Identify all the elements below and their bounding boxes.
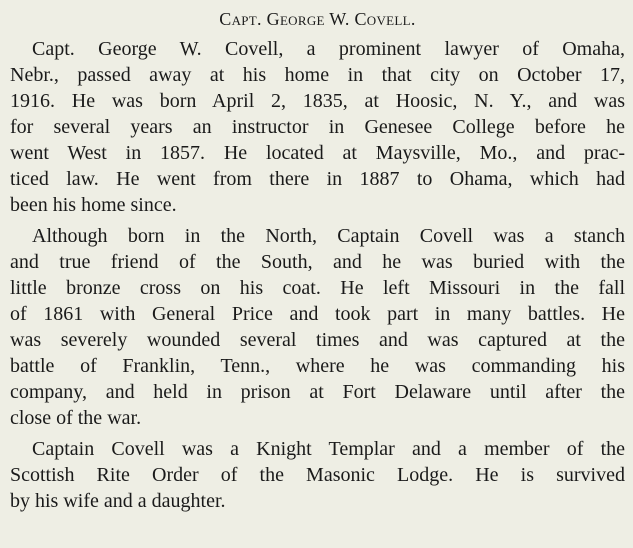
paragraph-2 bbox=[10, 223, 625, 431]
text-line: Although born in the North, Captain Covell was a stanch bbox=[32, 225, 625, 247]
text-line: went West in 1857. He located at Maysville, Mo., and prac- bbox=[10, 142, 625, 164]
text-line: ticed law. He went from there in 1887 to Ohama, which had bbox=[10, 168, 625, 190]
text-line: little bronze cross on his coat. He left Missouri in the fall bbox=[10, 277, 625, 299]
paragraph-3 bbox=[10, 436, 625, 514]
text-line: Nebr., passed away at his home in that city on October 17, bbox=[10, 64, 625, 86]
text-line: and true friend of the South, and he was buried with the bbox=[10, 251, 625, 273]
text-line: Captain Covell was a Knight Templar and a member of the bbox=[32, 438, 625, 460]
text-line: for several years an instructor in Genesee College before he bbox=[10, 116, 625, 138]
text-line: was severely wounded several times and was captured at the bbox=[10, 329, 625, 351]
paragraph-1 bbox=[10, 36, 625, 218]
text-line: of 1861 with General Price and took part in many battles. He bbox=[10, 303, 625, 325]
text-line: battle of Franklin, Tenn., where he was commanding his bbox=[10, 355, 625, 377]
text-line: company, and held in prison at Fort Delaware until after the bbox=[10, 381, 625, 403]
text-line: by his wife and a daughter. bbox=[10, 490, 226, 512]
article-title: Capt. George W. Covell. bbox=[219, 9, 416, 29]
text-line: 1916. He was born April 2, 1835, at Hoosic, N. Y., and was bbox=[10, 90, 625, 112]
text-line: been his home since. bbox=[10, 194, 177, 216]
text-line: close of the war. bbox=[10, 407, 142, 429]
text-line: Capt. George W. Covell, a prominent lawyer of Omaha, bbox=[32, 38, 625, 60]
text-line: Scottish Rite Order of the Masonic Lodge. He is survived bbox=[10, 464, 625, 486]
